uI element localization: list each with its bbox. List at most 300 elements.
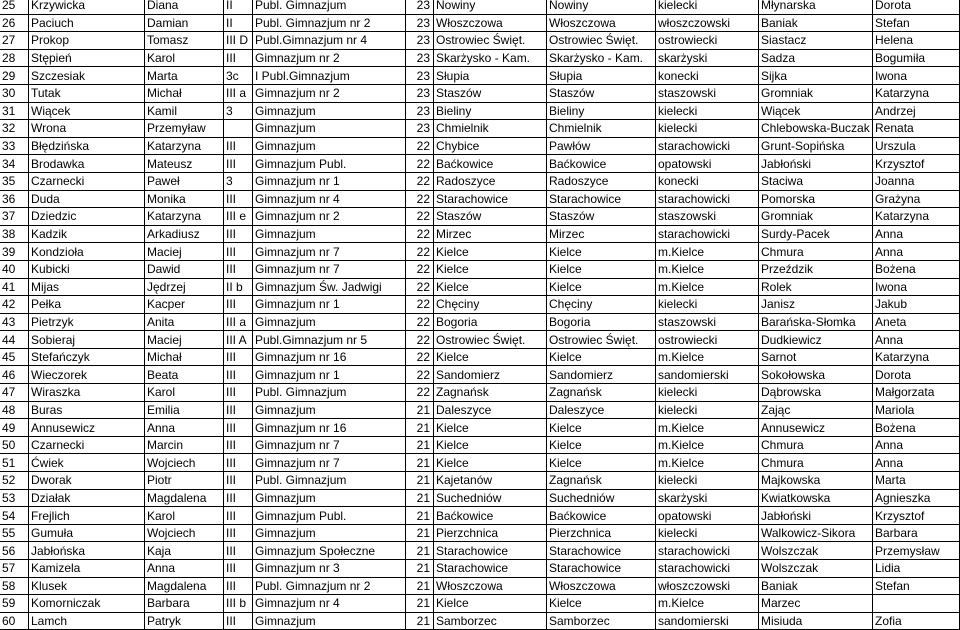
cell-school: Gimnazjum Św. Jadwigi: [253, 278, 406, 296]
cell-points: 21: [406, 577, 434, 595]
cell-school: Gimnazjum: [253, 489, 406, 507]
cell-lp: 35: [0, 172, 29, 190]
cell-first-name: Anna: [145, 419, 224, 437]
cell-class: III: [224, 366, 253, 384]
cell-school: Gimnazjum nr 7: [253, 436, 406, 454]
cell-teacher-first-name: Agnieszka: [873, 489, 960, 507]
cell-teacher-surname: Gromniak: [759, 84, 873, 102]
cell-school: Gimnazjum: [253, 102, 406, 120]
cell-teacher-first-name: Anna: [873, 436, 960, 454]
cell-locality: Ostrowiec Święt.: [434, 331, 547, 349]
cell-class: III: [224, 507, 253, 525]
cell-county: skarżyski: [656, 49, 759, 67]
cell-teacher-surname: Chmura: [759, 454, 873, 472]
cell-lp: 43: [0, 313, 29, 331]
cell-school: Publ. Gimnazjum: [253, 472, 406, 490]
cell-county: konecki: [656, 67, 759, 85]
cell-school: Gimnazjum: [253, 524, 406, 542]
cell-class: III: [224, 612, 253, 630]
cell-commune: Ostrowiec Święt.: [547, 331, 656, 349]
table-row: [0, 524, 960, 542]
cell-commune: Baćkowice: [547, 155, 656, 173]
cell-lp: 54: [0, 507, 29, 525]
cell-locality: Daleszyce: [434, 401, 547, 419]
cell-county: m.Kielce: [656, 278, 759, 296]
cell-commune: Kielce: [547, 348, 656, 366]
cell-class: III: [224, 524, 253, 542]
cell-teacher-first-name: Anna: [873, 225, 960, 243]
cell-school: Gimnazjum nr 4: [253, 190, 406, 208]
cell-commune: Mirzec: [547, 225, 656, 243]
cell-commune: Bieliny: [547, 102, 656, 120]
cell-teacher-surname: Wiącek: [759, 102, 873, 120]
cell-locality: Staszów: [434, 84, 547, 102]
cell-locality: Włoszczowa: [434, 577, 547, 595]
cell-surname: Mijas: [29, 278, 145, 296]
cell-commune: Bogoria: [547, 313, 656, 331]
cell-locality: Kielce: [434, 436, 547, 454]
cell-teacher-first-name: Anna: [873, 243, 960, 261]
cell-surname: Wiraszka: [29, 384, 145, 402]
cell-surname: Wieczorek: [29, 366, 145, 384]
table-row: [0, 366, 960, 384]
cell-school: Publ.Gimnazjum nr 5: [253, 331, 406, 349]
cell-county: starachowicki: [656, 560, 759, 578]
cell-school: Gimnazjum: [253, 401, 406, 419]
cell-lp: 37: [0, 208, 29, 226]
cell-lp: 41: [0, 278, 29, 296]
cell-school: Gimnazjum nr 1: [253, 296, 406, 314]
cell-locality: Mirzec: [434, 225, 547, 243]
cell-commune: Nowiny: [547, 0, 656, 14]
cell-teacher-surname: Chlebowska-Buczak: [759, 120, 873, 138]
cell-locality: Skarżysko - Kam.: [434, 49, 547, 67]
cell-commune: Baćkowice: [547, 507, 656, 525]
cell-lp: 55: [0, 524, 29, 542]
cell-locality: Włoszczowa: [434, 14, 547, 32]
cell-first-name: Michał: [145, 348, 224, 366]
cell-school: Gimnazjum nr 7: [253, 454, 406, 472]
cell-locality: Chmielnik: [434, 120, 547, 138]
table-row: [0, 172, 960, 190]
cell-surname: Prokop: [29, 32, 145, 50]
cell-surname: Kubicki: [29, 260, 145, 278]
cell-class: III: [224, 225, 253, 243]
cell-class: III: [224, 49, 253, 67]
cell-commune: Kielce: [547, 595, 656, 613]
cell-teacher-first-name: Aneta: [873, 313, 960, 331]
cell-commune: Sandomierz: [547, 366, 656, 384]
table-row: [0, 243, 960, 261]
cell-lp: 50: [0, 436, 29, 454]
cell-points: 21: [406, 595, 434, 613]
cell-points: 23: [406, 84, 434, 102]
cell-locality: Kielce: [434, 595, 547, 613]
cell-class: II: [224, 14, 253, 32]
cell-points: 22: [406, 137, 434, 155]
cell-locality: Samborzec: [434, 612, 547, 630]
cell-teacher-first-name: Anna: [873, 454, 960, 472]
cell-lp: 49: [0, 419, 29, 437]
cell-surname: Stefańczyk: [29, 348, 145, 366]
cell-lp: 39: [0, 243, 29, 261]
cell-surname: Pełka: [29, 296, 145, 314]
cell-points: 22: [406, 155, 434, 173]
cell-county: kielecki: [656, 102, 759, 120]
cell-points: 22: [406, 384, 434, 402]
cell-locality: Radoszyce: [434, 172, 547, 190]
cell-lp: 51: [0, 454, 29, 472]
cell-surname: Tutak: [29, 84, 145, 102]
cell-school: Gimnazjum nr 16: [253, 348, 406, 366]
cell-lp: 58: [0, 577, 29, 595]
cell-first-name: Magdalena: [145, 489, 224, 507]
cell-county: m.Kielce: [656, 436, 759, 454]
cell-first-name: Anita: [145, 313, 224, 331]
cell-school: Publ. Gimnazjum nr 2: [253, 577, 406, 595]
cell-points: 21: [406, 524, 434, 542]
cell-first-name: Michał: [145, 84, 224, 102]
cell-teacher-first-name: Helena: [873, 32, 960, 50]
cell-teacher-first-name: Przemysław: [873, 542, 960, 560]
cell-school: Gimnazjum: [253, 120, 406, 138]
cell-class: II: [224, 0, 253, 14]
cell-county: starachowicki: [656, 190, 759, 208]
cell-commune: Staszów: [547, 208, 656, 226]
cell-county: kielecki: [656, 296, 759, 314]
cell-county: m.Kielce: [656, 243, 759, 261]
cell-locality: Kielce: [434, 278, 547, 296]
cell-locality: Baćkowice: [434, 155, 547, 173]
cell-teacher-surname: Chmura: [759, 243, 873, 261]
cell-commune: Chęciny: [547, 296, 656, 314]
cell-school: Gimnazjum Publ.: [253, 155, 406, 173]
cell-class: III a: [224, 313, 253, 331]
cell-first-name: Maciej: [145, 243, 224, 261]
table-row: [0, 208, 960, 226]
cell-commune: Starachowice: [547, 190, 656, 208]
cell-locality: Bieliny: [434, 102, 547, 120]
cell-teacher-first-name: Bożena: [873, 419, 960, 437]
cell-surname: Jabłońska: [29, 542, 145, 560]
cell-county: kielecki: [656, 524, 759, 542]
cell-first-name: Paweł: [145, 172, 224, 190]
cell-school: Gimnazjum nr 4: [253, 595, 406, 613]
cell-commune: Włoszczowa: [547, 577, 656, 595]
cell-locality: Nowiny: [434, 0, 547, 14]
cell-locality: Zagnańsk: [434, 384, 547, 402]
cell-teacher-first-name: Dorota: [873, 0, 960, 14]
cell-points: 21: [406, 489, 434, 507]
cell-county: ostrowiecki: [656, 32, 759, 50]
cell-lp: 25: [0, 0, 29, 14]
cell-locality: Suchedniów: [434, 489, 547, 507]
cell-points: 21: [406, 401, 434, 419]
cell-teacher-first-name: Anna: [873, 331, 960, 349]
cell-lp: 38: [0, 225, 29, 243]
cell-surname: Gumuła: [29, 524, 145, 542]
cell-teacher-surname: Dudkiewicz: [759, 331, 873, 349]
cell-county: sandomierski: [656, 366, 759, 384]
cell-locality: Chęciny: [434, 296, 547, 314]
cell-teacher-first-name: Iwona: [873, 67, 960, 85]
table-row: [0, 348, 960, 366]
cell-commune: Włoszczowa: [547, 14, 656, 32]
cell-commune: Kielce: [547, 419, 656, 437]
cell-county: m.Kielce: [656, 348, 759, 366]
cell-teacher-first-name: Renata: [873, 120, 960, 138]
cell-teacher-surname: Pomorska: [759, 190, 873, 208]
cell-teacher-first-name: Iwona: [873, 278, 960, 296]
cell-locality: Kielce: [434, 419, 547, 437]
cell-county: kielecki: [656, 0, 759, 14]
cell-first-name: Damian: [145, 14, 224, 32]
cell-locality: Pierzchnica: [434, 524, 547, 542]
cell-school: Gimnazjum nr 7: [253, 260, 406, 278]
cell-locality: Chybice: [434, 137, 547, 155]
cell-commune: Słupia: [547, 67, 656, 85]
cell-surname: Działak: [29, 489, 145, 507]
cell-teacher-first-name: Dorota: [873, 366, 960, 384]
cell-teacher-surname: Przeździk: [759, 260, 873, 278]
cell-teacher-surname: Jabłoński: [759, 155, 873, 173]
cell-county: staszowski: [656, 313, 759, 331]
cell-teacher-first-name: Marta: [873, 472, 960, 490]
cell-lp: 32: [0, 120, 29, 138]
cell-surname: Wiącek: [29, 102, 145, 120]
cell-school: Gimnazjum nr 2: [253, 84, 406, 102]
cell-teacher-first-name: Bogumiła: [873, 49, 960, 67]
cell-lp: 46: [0, 366, 29, 384]
table-row: [0, 454, 960, 472]
cell-teacher-surname: Sokołowska: [759, 366, 873, 384]
cell-school: Gimnazjum Społeczne: [253, 542, 406, 560]
table-row: [0, 472, 960, 490]
cell-teacher-surname: Janisz: [759, 296, 873, 314]
cell-school: Publ.Gimnazjum nr 4: [253, 32, 406, 50]
cell-school: Gimnazjum nr 1: [253, 366, 406, 384]
cell-class: III D: [224, 32, 253, 50]
cell-points: 23: [406, 102, 434, 120]
cell-lp: 60: [0, 612, 29, 630]
cell-locality: Kielce: [434, 260, 547, 278]
cell-teacher-surname: Walkowicz-Sikora: [759, 524, 873, 542]
cell-county: m.Kielce: [656, 260, 759, 278]
cell-county: kielecki: [656, 384, 759, 402]
table-row: [0, 296, 960, 314]
cell-surname: Wrona: [29, 120, 145, 138]
cell-teacher-first-name: Małgorzata: [873, 384, 960, 402]
cell-points: 23: [406, 0, 434, 14]
cell-class: III: [224, 577, 253, 595]
cell-teacher-surname: Sarnot: [759, 348, 873, 366]
cell-surname: Paciuch: [29, 14, 145, 32]
cell-first-name: Kacper: [145, 296, 224, 314]
cell-teacher-surname: Annusewicz: [759, 419, 873, 437]
cell-county: m.Kielce: [656, 595, 759, 613]
cell-county: kielecki: [656, 472, 759, 490]
table-row: [0, 49, 960, 67]
cell-school: Gimnazjum nr 1: [253, 172, 406, 190]
cell-first-name: Monika: [145, 190, 224, 208]
cell-commune: Staszów: [547, 84, 656, 102]
cell-lp: 57: [0, 560, 29, 578]
cell-lp: 40: [0, 260, 29, 278]
cell-lp: 26: [0, 14, 29, 32]
cell-lp: 33: [0, 137, 29, 155]
cell-first-name: Barbara: [145, 595, 224, 613]
cell-points: 23: [406, 49, 434, 67]
cell-school: Publ. Gimnazjum: [253, 0, 406, 14]
cell-lp: 36: [0, 190, 29, 208]
cell-teacher-first-name: Mariola: [873, 401, 960, 419]
cell-school: Gimnazjum Publ.: [253, 507, 406, 525]
cell-surname: Frejlich: [29, 507, 145, 525]
cell-commune: Suchedniów: [547, 489, 656, 507]
cell-points: 22: [406, 348, 434, 366]
table-row: [0, 278, 960, 296]
cell-county: sandomierski: [656, 612, 759, 630]
cell-county: kielecki: [656, 401, 759, 419]
cell-first-name: Karol: [145, 507, 224, 525]
cell-teacher-surname: Grunt-Sopińska: [759, 137, 873, 155]
cell-first-name: Arkadiusz: [145, 225, 224, 243]
cell-surname: Czarnecki: [29, 436, 145, 454]
cell-lp: 53: [0, 489, 29, 507]
cell-points: 22: [406, 296, 434, 314]
cell-class: 3: [224, 172, 253, 190]
table-row: [0, 225, 960, 243]
cell-teacher-surname: Staciwa: [759, 172, 873, 190]
cell-first-name: Katarzyna: [145, 208, 224, 226]
cell-first-name: Katarzyna: [145, 137, 224, 155]
cell-teacher-first-name: Katarzyna: [873, 84, 960, 102]
cell-points: 22: [406, 208, 434, 226]
cell-surname: Sobieraj: [29, 331, 145, 349]
cell-class: III: [224, 454, 253, 472]
cell-points: 22: [406, 225, 434, 243]
table-row: [0, 137, 960, 155]
cell-lp: 34: [0, 155, 29, 173]
cell-points: 21: [406, 419, 434, 437]
cell-commune: Kielce: [547, 454, 656, 472]
cell-teacher-surname: Majkowska: [759, 472, 873, 490]
cell-class: 3c: [224, 67, 253, 85]
cell-points: 22: [406, 313, 434, 331]
cell-school: Gimnazjum: [253, 225, 406, 243]
cell-class: III: [224, 190, 253, 208]
cell-surname: Krzywicka: [29, 0, 145, 14]
cell-teacher-first-name: Krzysztof: [873, 507, 960, 525]
cell-commune: Skarżysko - Kam.: [547, 49, 656, 67]
cell-commune: Daleszyce: [547, 401, 656, 419]
cell-class: III: [224, 419, 253, 437]
cell-county: starachowicki: [656, 542, 759, 560]
cell-surname: Kondzioła: [29, 243, 145, 261]
cell-first-name: Magdalena: [145, 577, 224, 595]
cell-school: Gimnazjum nr 2: [253, 49, 406, 67]
cell-points: 22: [406, 331, 434, 349]
cell-county: m.Kielce: [656, 419, 759, 437]
cell-teacher-first-name: Zofia: [873, 612, 960, 630]
cell-class: III: [224, 137, 253, 155]
cell-first-name: Mateusz: [145, 155, 224, 173]
cell-school: Gimnazjum nr 2: [253, 208, 406, 226]
cell-school: Gimnazjum: [253, 612, 406, 630]
cell-surname: Kadzik: [29, 225, 145, 243]
cell-surname: Duda: [29, 190, 145, 208]
cell-surname: Kamizela: [29, 560, 145, 578]
cell-locality: Starachowice: [434, 560, 547, 578]
cell-commune: Samborzec: [547, 612, 656, 630]
cell-surname: Dworak: [29, 472, 145, 490]
cell-points: 22: [406, 190, 434, 208]
cell-commune: Kielce: [547, 243, 656, 261]
cell-school: Publ. Gimnazjum nr 2: [253, 14, 406, 32]
cell-teacher-surname: Jabłoński: [759, 507, 873, 525]
cell-commune: Starachowice: [547, 542, 656, 560]
cell-locality: Kielce: [434, 454, 547, 472]
cell-first-name: Dawid: [145, 260, 224, 278]
cell-surname: Czarnecki: [29, 172, 145, 190]
cell-class: III b: [224, 595, 253, 613]
cell-county: włoszczowski: [656, 14, 759, 32]
cell-first-name: Przemyław: [145, 120, 224, 138]
table-row: [0, 489, 960, 507]
cell-surname: Buras: [29, 401, 145, 419]
cell-county: staszowski: [656, 84, 759, 102]
cell-lp: 28: [0, 49, 29, 67]
cell-first-name: Beata: [145, 366, 224, 384]
cell-commune: Pawłów: [547, 137, 656, 155]
cell-points: 22: [406, 243, 434, 261]
cell-lp: 42: [0, 296, 29, 314]
table-row: [0, 595, 960, 613]
cell-points: 23: [406, 120, 434, 138]
cell-teacher-first-name: Bożena: [873, 260, 960, 278]
cell-school: Gimnazjum: [253, 313, 406, 331]
cell-teacher-surname: Siastacz: [759, 32, 873, 50]
cell-class: 3: [224, 102, 253, 120]
cell-lp: 59: [0, 595, 29, 613]
cell-lp: 27: [0, 32, 29, 50]
cell-teacher-first-name: Katarzyna: [873, 208, 960, 226]
cell-commune: Pierzchnica: [547, 524, 656, 542]
cell-class: III e: [224, 208, 253, 226]
cell-school: Gimnazjum nr 16: [253, 419, 406, 437]
table-row: [0, 577, 960, 595]
cell-county: kielecki: [656, 120, 759, 138]
cell-commune: Kielce: [547, 260, 656, 278]
cell-teacher-surname: Kwiatkowska: [759, 489, 873, 507]
cell-first-name: Jędrzej: [145, 278, 224, 296]
table-row: [0, 102, 960, 120]
cell-teacher-surname: Chmura: [759, 436, 873, 454]
cell-lp: 47: [0, 384, 29, 402]
cell-first-name: Karol: [145, 49, 224, 67]
cell-school: I Publ.Gimnazjum: [253, 67, 406, 85]
cell-county: opatowski: [656, 507, 759, 525]
cell-first-name: Marcin: [145, 436, 224, 454]
cell-teacher-surname: Baniak: [759, 14, 873, 32]
cell-first-name: Tomasz: [145, 32, 224, 50]
cell-lp: 31: [0, 102, 29, 120]
cell-school: Gimnazjum: [253, 137, 406, 155]
cell-points: 22: [406, 172, 434, 190]
cell-teacher-first-name: Stefan: [873, 14, 960, 32]
table-row: [0, 331, 960, 349]
table-row: [0, 84, 960, 102]
